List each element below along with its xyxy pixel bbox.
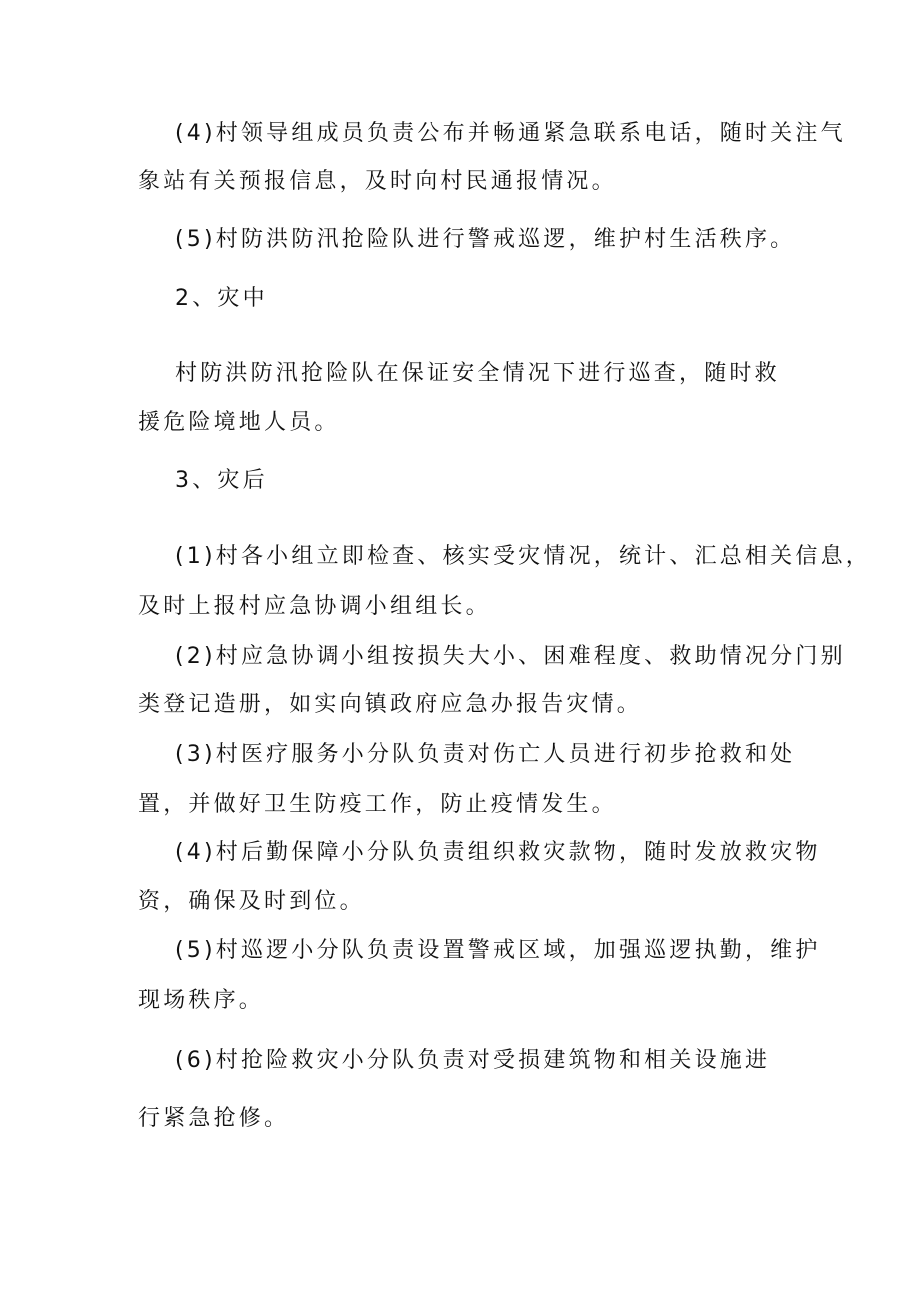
paragraph-line: (4)村后勤保障小分队负责组织救灾款物，随时发放救灾物 [175,840,821,865]
paragraph-line: (5)村防洪防汛抢险队进行警戒巡逻，维护村生活秩序。 [175,227,796,252]
paragraph-line: (6)村抢险救灾小分队负责对受损建筑物和相关设施进 [175,1048,771,1073]
paragraph-line: 现场秩序。 [138,988,265,1013]
paragraph-line: 资，确保及时到位。 [138,889,365,914]
paragraph-line: 村防洪防汛抢险队在保证安全情况下进行巡查，随时救 [175,361,780,386]
paragraph-line: 象站有关预报信息，及时向村民通报情况。 [138,169,617,194]
section-heading: 2、灾中 [175,286,268,311]
paragraph-line: (2)村应急协调小组按损失大小、困难程度、救助情况分门别 [175,644,846,669]
paragraph-line: 援危险境地人员。 [138,410,340,435]
paragraph-line: (4)村领导组成员负责公布并畅通紧急联系电话，随时关注气 [175,121,846,146]
section-heading: 3、灾后 [175,468,268,493]
paragraph-line: (5)村巡逻小分队负责设置警戒区域，加强巡逻执勤，维护 [175,938,821,963]
paragraph-line: 置，并做好卫生防疫工作，防止疫情发生。 [138,792,617,817]
paragraph-line: 类登记造册，如实向镇政府应急办报告灾情。 [138,692,643,717]
paragraph-line: 及时上报村应急协调小组组长。 [138,594,491,619]
paragraph-line: (1)村各小组立即检查、核实受灾情况，统计、汇总相关信息， [175,544,871,569]
paragraph-line: (3)村医疗服务小分队负责对伤亡人员进行初步抢救和处 [175,742,796,767]
paragraph-line: 行紧急抢修。 [138,1106,290,1131]
